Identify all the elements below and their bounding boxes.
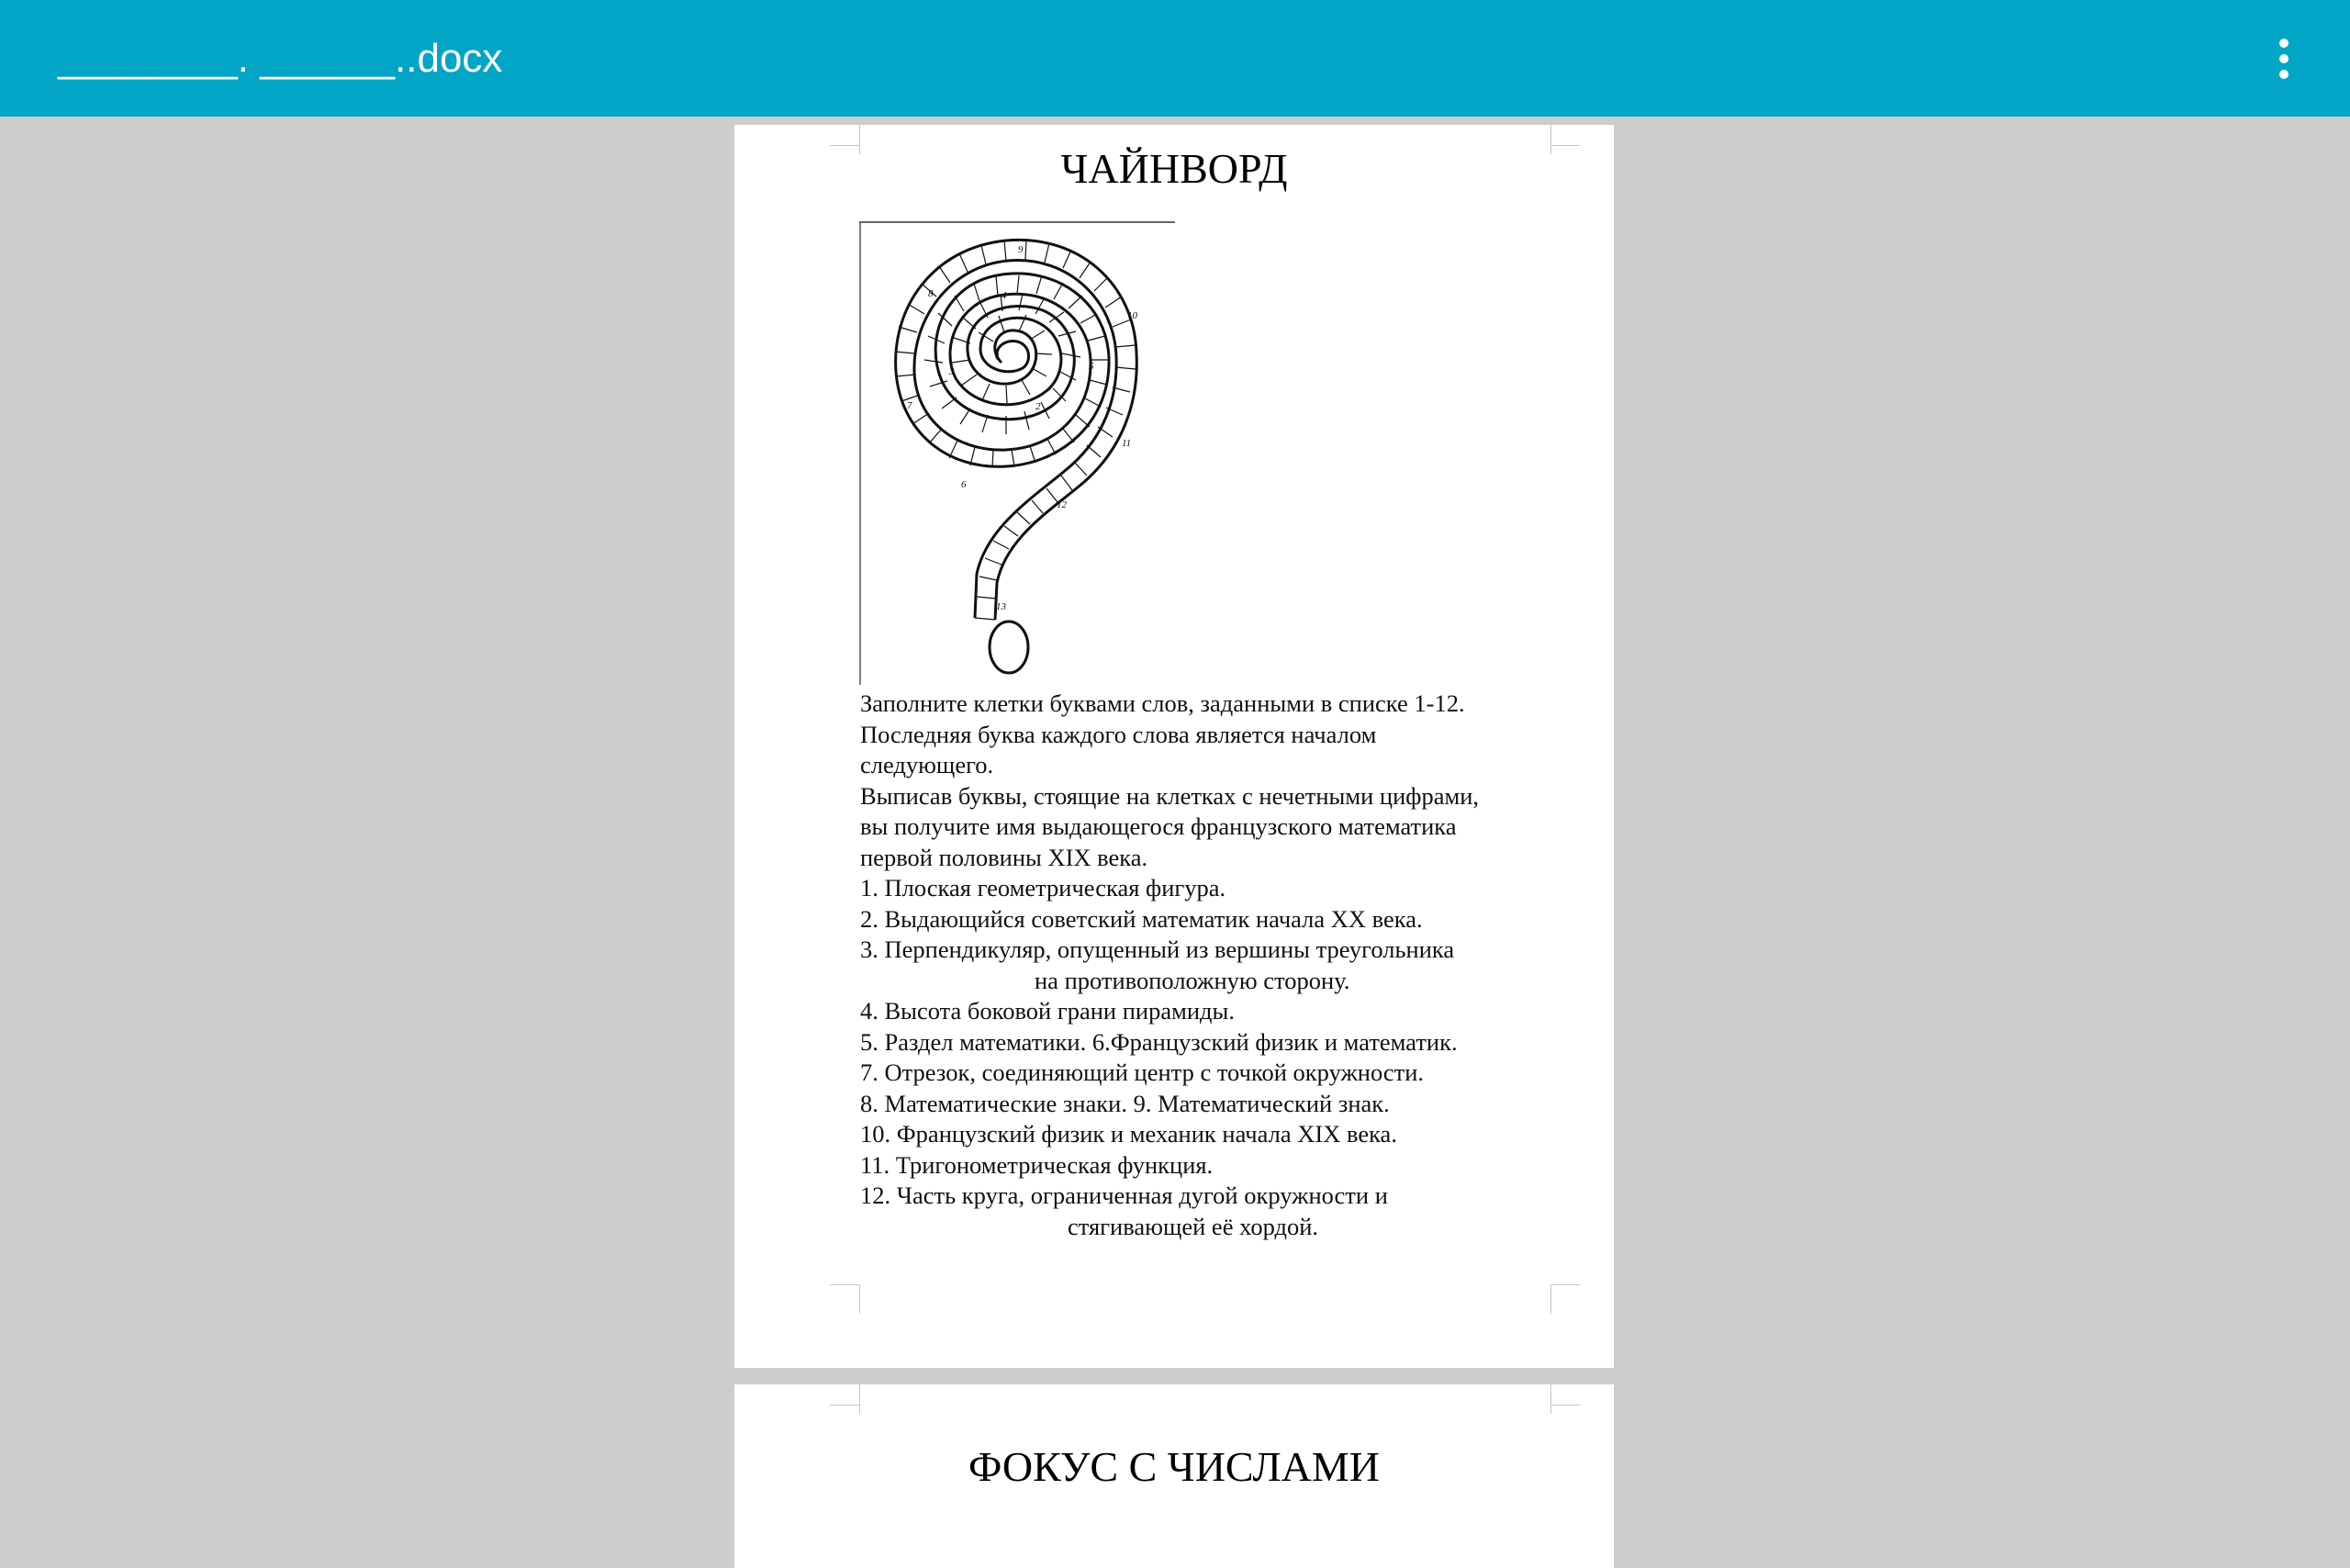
instruction-line: следующего. bbox=[860, 751, 994, 778]
instruction-line: вы получите имя выдающегося французского математика bbox=[860, 812, 1457, 840]
instruction-line: Заполните клетки буквами слов, заданными в списке 1-12. bbox=[860, 689, 1465, 717]
clue-item: 11. Тригонометрическая функция. bbox=[860, 1150, 1214, 1179]
cell-number-9: 9 bbox=[1018, 244, 1024, 255]
cell-number-2: 2 bbox=[1035, 401, 1041, 412]
cell-number-12: 12 bbox=[1057, 499, 1067, 510]
cell-number-1: 1 bbox=[995, 352, 1001, 363]
clue-item: 8. Математические знаки. 9. Математический знак. bbox=[860, 1089, 1390, 1117]
clue-item: 1. Плоская геометрическая фигура. bbox=[860, 874, 1226, 902]
cell-number-6: 6 bbox=[961, 479, 967, 490]
cell-number-7: 7 bbox=[907, 400, 912, 411]
clue-item-continuation: на противоположную сторону. bbox=[1035, 966, 1350, 994]
page-heading: ЧАЙНВОРД bbox=[1060, 145, 1288, 192]
more-vert-icon[interactable] bbox=[2264, 33, 2304, 84]
cell-number-4: 4 bbox=[1002, 290, 1007, 301]
clue-item: 12. Часть круга, ограниченная дугой окружности и bbox=[860, 1182, 1388, 1209]
puzzle-text bbox=[860, 689, 1576, 1242]
instruction-line: Последняя буква каждого слова является началом bbox=[860, 720, 1377, 748]
page-heading: ФОКУС С ЧИСЛАМИ bbox=[968, 1443, 1380, 1490]
cell-number-11: 11 bbox=[1122, 438, 1132, 449]
document-page-1 bbox=[734, 125, 1614, 1368]
cell-number-5: 5 bbox=[1089, 361, 1094, 372]
app-bar bbox=[0, 0, 2350, 117]
cell-number-3: 3 bbox=[949, 366, 955, 377]
cell-number-13: 13 bbox=[996, 601, 1006, 612]
clue-item: 4. Высота боковой грани пирамиды. bbox=[860, 997, 1235, 1025]
document-title: ________. ______..docx bbox=[58, 36, 503, 81]
spiral-question-mark-figure bbox=[859, 220, 1175, 685]
instruction-line: первой половины XIX века. bbox=[860, 843, 1148, 871]
cell-number-8: 8 bbox=[928, 288, 934, 299]
clue-item-continuation: стягивающей её хордой. bbox=[1068, 1212, 1319, 1240]
document-page-2 bbox=[734, 1384, 1614, 1568]
clue-item: 7. Отрезок, соединяющий центр с точкой окружности. bbox=[860, 1058, 1425, 1086]
clue-item: 3. Перпендикуляр, опущенный из вершины треугольника bbox=[860, 935, 1455, 963]
clue-item: 5. Раздел математики. 6.Французский физик и математик. bbox=[860, 1027, 1458, 1056]
cell-number-10: 10 bbox=[1127, 310, 1137, 321]
clue-item: 2. Выдающийся советский математик начала XX века. bbox=[860, 904, 1423, 933]
clue-item: 10. Французский физик и механик начала XIX века. bbox=[860, 1120, 1397, 1148]
instruction-line: Выписав буквы, стоящие на клетках с нечетными цифрами, bbox=[860, 781, 1480, 810]
